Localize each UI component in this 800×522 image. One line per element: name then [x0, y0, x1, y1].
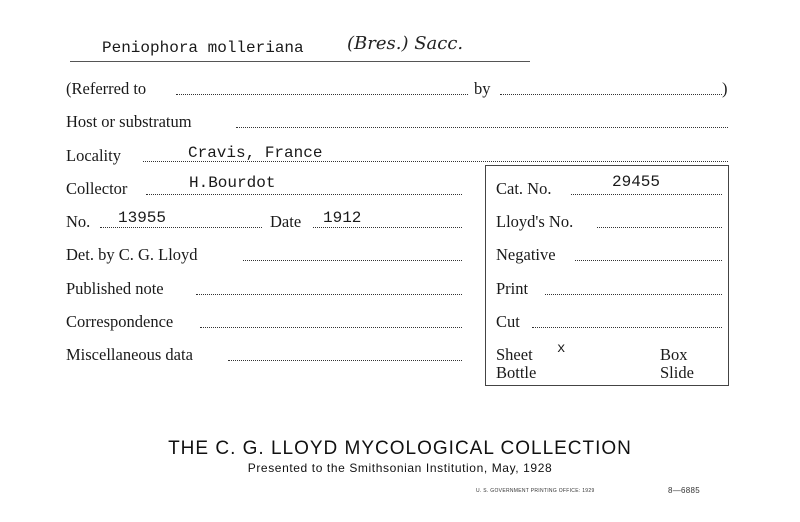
lloyds-no-label: Lloyd's No.	[496, 212, 574, 231]
no-value: 13955	[118, 209, 167, 227]
date-label: Date	[270, 212, 302, 231]
collection-subtitle: Presented to the Smithsonian Institution, May, 1928	[247, 461, 553, 475]
published-label: Published note	[66, 279, 164, 298]
negative-label: Negative	[496, 245, 556, 264]
form-number: 8—6885	[668, 486, 701, 495]
misc-label: Miscellaneous data	[66, 345, 193, 364]
negative-field[interactable]	[575, 260, 722, 261]
collection-title: THE C. G. LLOYD MYCOLOGICAL COLLECTION	[168, 438, 632, 459]
locality-value: Cravis, France	[188, 144, 323, 162]
right-box-top-border	[485, 165, 729, 166]
referred-to-field[interactable]	[176, 94, 468, 95]
correspondence-field[interactable]	[200, 327, 462, 328]
date-field[interactable]	[313, 227, 462, 228]
box-label: Box	[660, 345, 688, 364]
referred-to-label: (Referred to	[66, 79, 147, 98]
locality-label: Locality	[66, 146, 121, 165]
cut-field[interactable]	[532, 327, 722, 328]
no-label: No.	[66, 212, 91, 231]
bottle-label: Bottle	[496, 363, 537, 382]
host-label: Host or substratum	[66, 112, 192, 131]
locality-field[interactable]	[143, 161, 728, 162]
det-field[interactable]	[243, 260, 462, 261]
cut-label: Cut	[496, 312, 520, 331]
sheet-mark: x	[557, 341, 566, 357]
printing-office-note: U. S. GOVERNMENT PRINTING OFFICE: 1929	[476, 488, 595, 494]
by-label: by	[474, 79, 491, 98]
species-authority: (Bres.) Sacc.	[347, 33, 464, 54]
collector-value: H.Bourdot	[189, 174, 276, 192]
sheet-label: Sheet	[496, 345, 533, 364]
collector-field[interactable]	[146, 194, 462, 195]
print-field[interactable]	[545, 294, 722, 295]
date-value: 1912	[323, 209, 362, 227]
by-field[interactable]	[500, 94, 722, 95]
species-name: Peniophora molleriana	[102, 39, 304, 57]
host-field[interactable]	[236, 127, 728, 128]
lloyds-no-field[interactable]	[597, 227, 722, 228]
det-label: Det. by C. G. Lloyd	[66, 245, 198, 264]
species-underline	[70, 61, 530, 62]
cat-no-value: 29455	[612, 173, 661, 191]
right-box-bottom-border	[485, 385, 729, 386]
collector-label: Collector	[66, 179, 128, 198]
cat-no-label: Cat. No.	[496, 179, 552, 198]
misc-field[interactable]	[228, 360, 462, 361]
correspondence-label: Correspondence	[66, 312, 174, 331]
closing-paren: )	[722, 79, 728, 98]
no-field[interactable]	[100, 227, 262, 228]
right-box-right-border	[728, 165, 729, 386]
slide-label: Slide	[660, 363, 694, 382]
published-field[interactable]	[196, 294, 462, 295]
cat-no-field[interactable]	[571, 194, 722, 195]
print-label: Print	[496, 279, 529, 298]
right-box-left-border	[485, 165, 486, 386]
